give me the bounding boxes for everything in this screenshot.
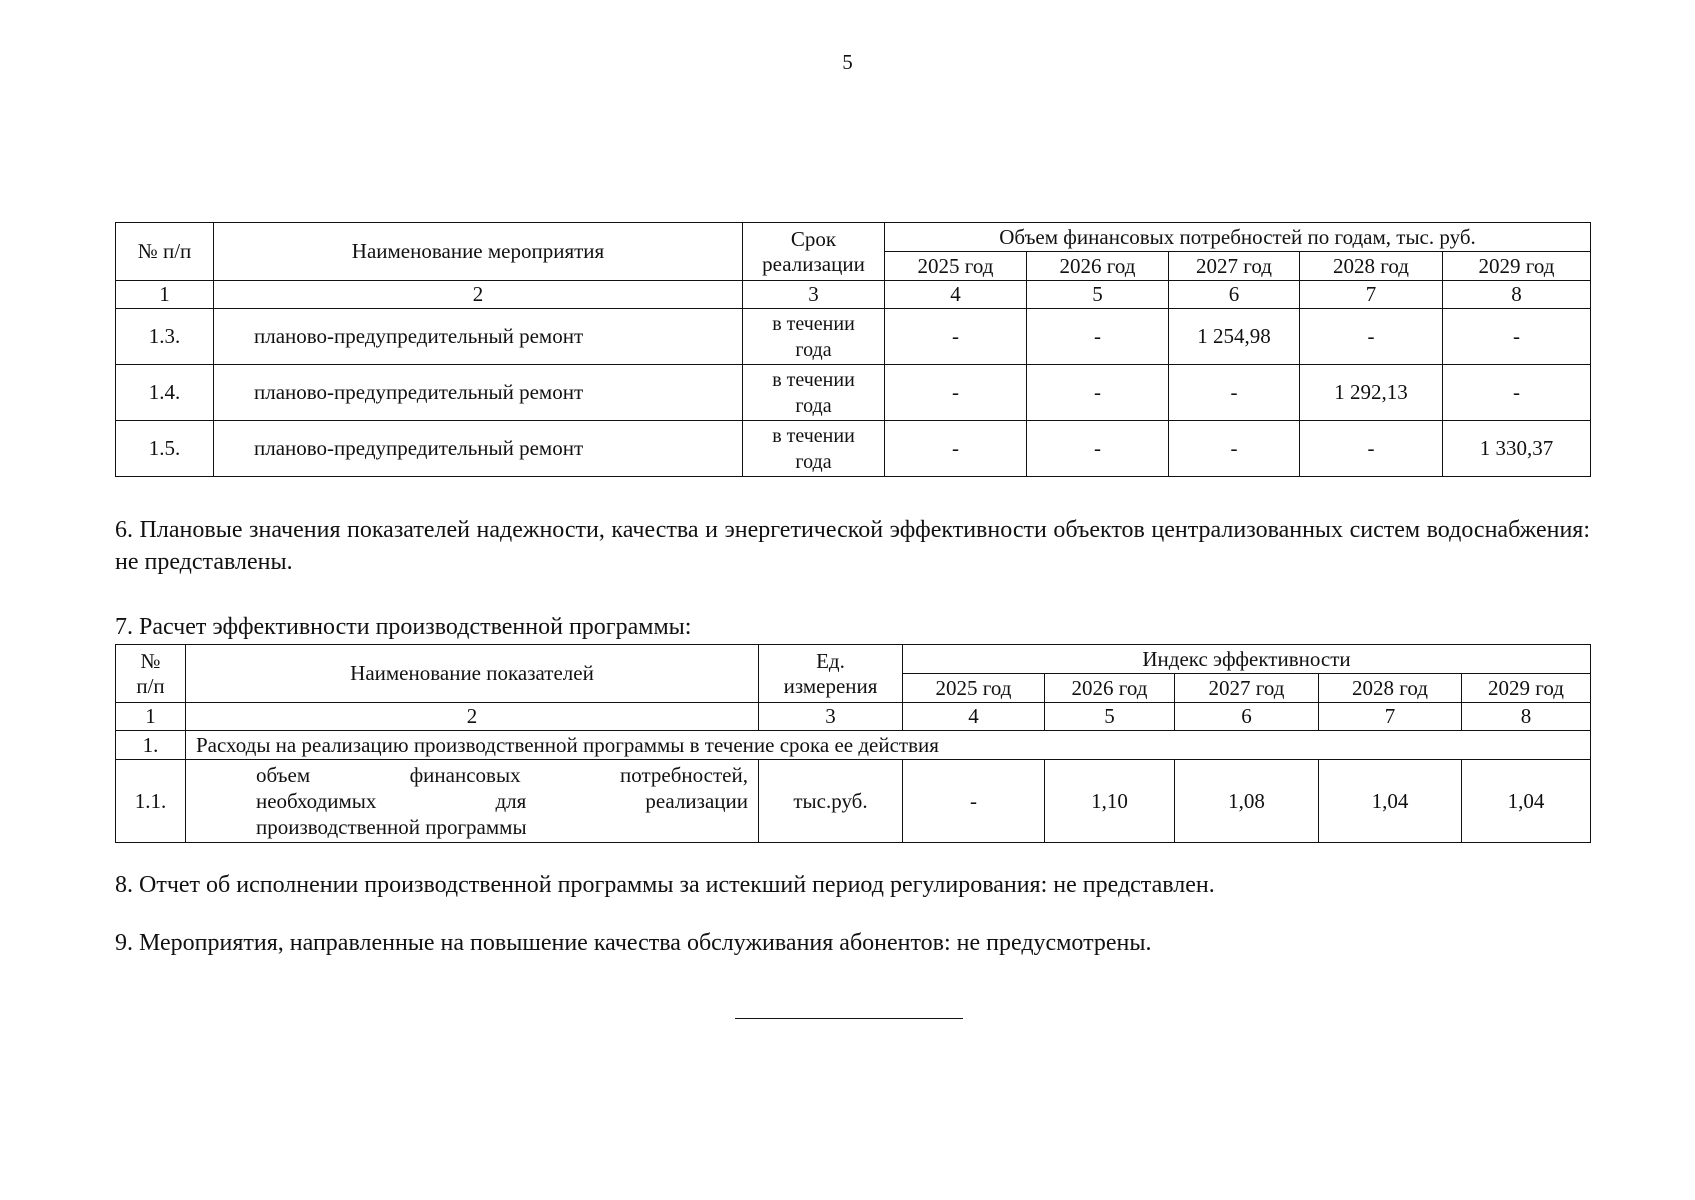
description-word: потребностей, bbox=[620, 762, 748, 787]
section-6-paragraph: 6. Плановые значения показателей надежности, качества и энергетической эффективности объектов централизованных систем водоснабжения: не представлены. bbox=[115, 517, 1590, 576]
index-cell: 2 bbox=[214, 281, 743, 309]
section-8-paragraph: 8. Отчет об исполнении производственной программы за истекший период регулирования: не представлен. bbox=[115, 872, 1215, 898]
header-term: Срок реализации bbox=[743, 223, 885, 281]
row-value: - bbox=[1300, 421, 1443, 477]
header-year: 2025 год bbox=[885, 252, 1027, 281]
header-num bbox=[116, 645, 186, 703]
index-cell: 6 bbox=[1169, 281, 1300, 309]
section-7-title: 7. Расчет эффективности производственной программы: bbox=[115, 614, 692, 640]
description-word: объем bbox=[256, 762, 311, 787]
header-num-line: № bbox=[140, 649, 161, 674]
index-cell: 7 bbox=[1300, 281, 1443, 309]
header-year: 2027 год bbox=[1175, 674, 1319, 703]
header-year: 2028 год bbox=[1300, 252, 1443, 281]
row-num: 1.5. bbox=[116, 421, 214, 477]
header-num: № п/п bbox=[116, 223, 214, 281]
row-term bbox=[743, 365, 885, 421]
row-value: 1,04 bbox=[1319, 760, 1462, 843]
row-value: 1 330,37 bbox=[1443, 421, 1591, 477]
index-cell: 4 bbox=[885, 281, 1027, 309]
row-name: планово-предупредительный ремонт bbox=[214, 309, 743, 365]
row-term bbox=[743, 421, 885, 477]
table-row bbox=[116, 421, 1591, 477]
row-value: - bbox=[885, 421, 1027, 477]
row-value: - bbox=[1169, 421, 1300, 477]
row-value: - bbox=[885, 365, 1027, 421]
header-year: 2029 год bbox=[1443, 252, 1591, 281]
row-num: 1.3. bbox=[116, 309, 214, 365]
row-value: - bbox=[1027, 421, 1169, 477]
page-number: 5 bbox=[842, 50, 853, 74]
row-value: - bbox=[885, 309, 1027, 365]
table-row bbox=[116, 309, 1591, 365]
row-name: планово-предупредительный ремонт bbox=[214, 421, 743, 477]
index-cell: 2 bbox=[186, 703, 759, 731]
efficiency-table bbox=[115, 644, 1591, 843]
header-unit-line: Ед. bbox=[816, 649, 845, 674]
index-cell: 1 bbox=[116, 703, 186, 731]
index-cell: 8 bbox=[1462, 703, 1591, 731]
row-value: - bbox=[1443, 365, 1591, 421]
row-name: планово-предупредительный ремонт bbox=[214, 365, 743, 421]
index-cell: 6 bbox=[1175, 703, 1319, 731]
term-line: года bbox=[795, 394, 832, 417]
header-year: 2026 год bbox=[1027, 252, 1169, 281]
row-description bbox=[186, 760, 759, 843]
row-value: - bbox=[1443, 309, 1591, 365]
header-year: 2027 год bbox=[1169, 252, 1300, 281]
index-row bbox=[116, 703, 1591, 731]
index-cell: 4 bbox=[903, 703, 1045, 731]
header-year: 2025 год bbox=[903, 674, 1045, 703]
term-line: года bbox=[795, 338, 832, 361]
description-word: необходимых bbox=[256, 788, 377, 813]
header-unit-line: измерения bbox=[783, 673, 878, 698]
term-line: в течении bbox=[772, 424, 855, 447]
row-value: - bbox=[1300, 309, 1443, 365]
row-value: 1 292,13 bbox=[1300, 365, 1443, 421]
row-value: - bbox=[1027, 365, 1169, 421]
index-cell: 1 bbox=[116, 281, 214, 309]
description-word: реализации bbox=[645, 788, 748, 813]
index-cell: 3 bbox=[759, 703, 903, 731]
row-value: - bbox=[1027, 309, 1169, 365]
header-num-line: п/п bbox=[136, 673, 165, 698]
closing-divider bbox=[735, 1018, 963, 1019]
row-value: 1,08 bbox=[1175, 760, 1319, 843]
row-value: 1 254,98 bbox=[1169, 309, 1300, 365]
description-line bbox=[256, 788, 748, 814]
term-line: года bbox=[795, 450, 832, 473]
financial-needs-table bbox=[115, 222, 1591, 477]
row-num: 1.4. bbox=[116, 365, 214, 421]
header-unit bbox=[759, 645, 903, 703]
row-value: 1,04 bbox=[1462, 760, 1591, 843]
header-efficiency-group: Индекс эффективности bbox=[903, 645, 1591, 674]
index-cell: 8 bbox=[1443, 281, 1591, 309]
row-unit: тыс.руб. bbox=[759, 760, 903, 843]
description-word: финансовых bbox=[409, 762, 521, 787]
header-year: 2028 год bbox=[1319, 674, 1462, 703]
description-line bbox=[256, 762, 748, 788]
row-value: - bbox=[1169, 365, 1300, 421]
index-cell: 5 bbox=[1045, 703, 1175, 731]
header-name: Наименование показателей bbox=[186, 645, 759, 703]
row-value: 1,10 bbox=[1045, 760, 1175, 843]
header-year: 2029 год bbox=[1462, 674, 1591, 703]
table-row bbox=[116, 365, 1591, 421]
table-row bbox=[116, 760, 1591, 843]
header-year: 2026 год bbox=[1045, 674, 1175, 703]
description-word: для bbox=[495, 788, 527, 813]
header-name: Наименование мероприятия bbox=[214, 223, 743, 281]
index-cell: 7 bbox=[1319, 703, 1462, 731]
index-cell: 5 bbox=[1027, 281, 1169, 309]
group-text: Расходы на реализацию производственной программы в течение срока ее действия bbox=[186, 731, 1591, 760]
section-9-paragraph: 9. Мероприятия, направленные на повышение качества обслуживания абонентов: не предусмотрены. bbox=[115, 930, 1152, 956]
description-line: производственной программы bbox=[256, 815, 527, 840]
group-row bbox=[116, 731, 1591, 760]
index-row bbox=[116, 281, 1591, 309]
index-cell: 3 bbox=[743, 281, 885, 309]
row-term bbox=[743, 309, 885, 365]
row-value: - bbox=[903, 760, 1045, 843]
header-financial-group: Объем финансовых потребностей по годам, тыс. руб. bbox=[885, 223, 1591, 252]
term-line: в течении bbox=[772, 312, 855, 335]
row-num: 1.1. bbox=[116, 760, 186, 843]
term-line: в течении bbox=[772, 368, 855, 391]
group-num: 1. bbox=[116, 731, 186, 760]
